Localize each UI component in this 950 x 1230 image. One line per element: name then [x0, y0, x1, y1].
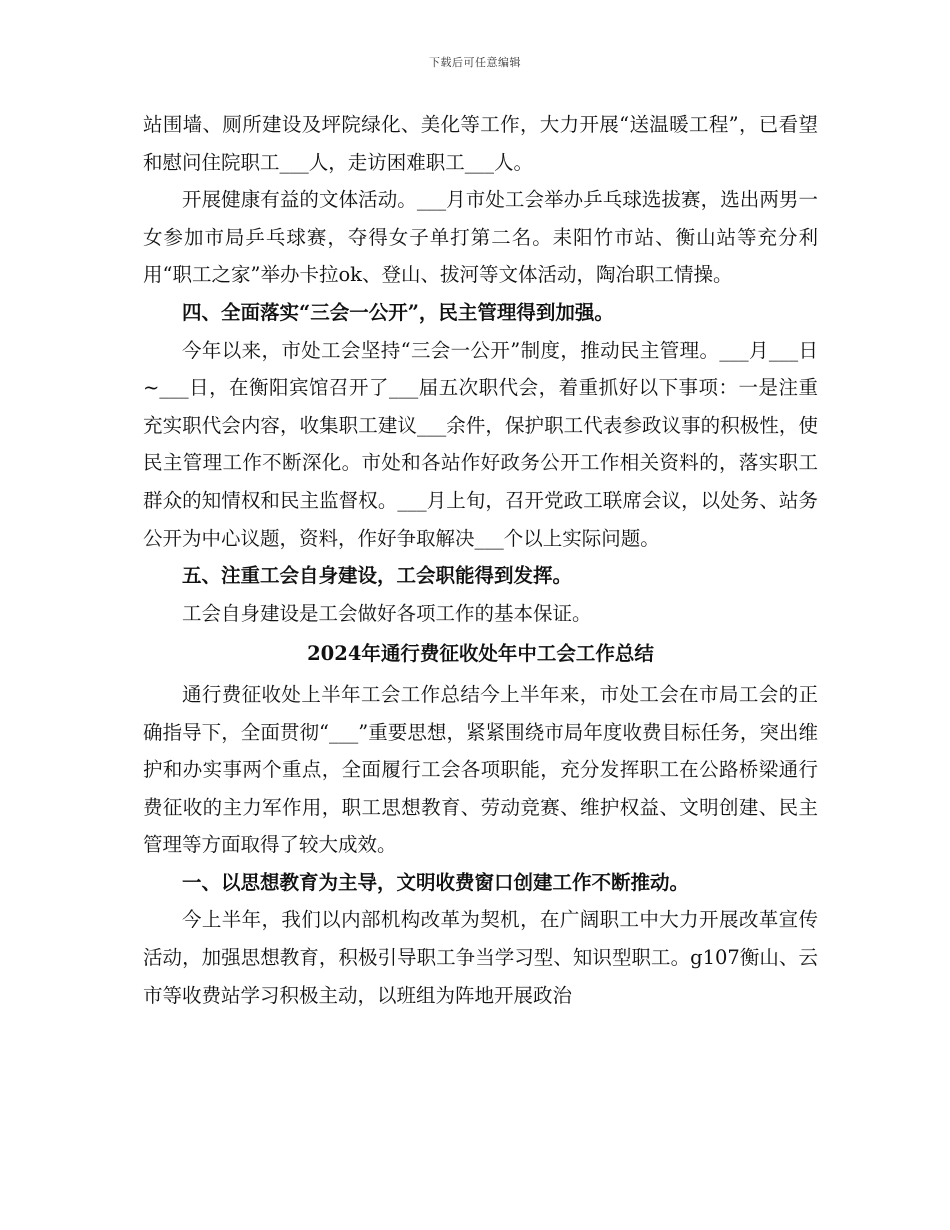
section-heading-5: 五、注重工会自身建设，工会职能得到发挥。: [182, 564, 573, 588]
paragraph-ideological-education: 今上半年，我们以内部机构改革为契机，在广阔职工中大力开展改革宣传活动，加强思想教育，积极引导职工争当学习型、知识型职工。g107衡山、云市等收费站学习积极主动，以班组为阵地开展政治: [143, 908, 818, 1007]
paragraph-intro: 通行费征收处上半年工会工作总结今上半年来，市处工会在市局工会的正确指导下，全面贯彻“___”重要思想，紧紧围绕市局年度收费目标任务，突出维护和办实事两个重点，全面履行工会各项职能，充分发挥职工在公路桥梁通行费征收的主力军作用，职工思想教育、劳动竞赛、维护权益、文明创建、民主管理等方面取得了较大成效。: [143, 682, 818, 857]
document-body: [143, 106, 818, 1014]
document-title: 2024年通行费征收处年中工会工作总结: [307, 642, 654, 666]
paragraph-cultural-activities: 开展健康有益的文体活动。___月市处工会举办乒乓球选拔赛，选出两男一女参加市局乒乓球赛，夺得女子单打第二名。耒阳竹市站、衡山站等充分利用“职工之家”举办卡拉ok、登山、拔河等文体活动，陶冶职工情操。: [143, 188, 818, 287]
section-heading-4: 四、全面落实“三会一公开”，民主管理得到加强。: [182, 300, 614, 324]
paragraph-democratic-management: 今年以来，市处工会坚持“三会一公开”制度，推动民主管理。___月___日~___日，在衡阳宾馆召开了___届五次职代会，着重抓好以下事项：一是注重充实职代会内容，收集职工建议___余件，保护职工代表参政议事的积极性，使民主管理工作不断深化。市处和各站作好政务公开工作相关资料的，落实职工群众的知情权和民主监督权。___月上旬，召开党政工联席会议，以处务、站务公开为中心议题，资料，作好争取解决___个以上实际问题。: [143, 338, 818, 550]
paragraph-continuation: 站围墙、厕所建设及坪院绿化、美化等工作，大力开展“送温暖工程”，已看望和慰问住院职工___人，走访困难职工___人。: [143, 113, 818, 174]
section-heading-1: 一、以思想教育为主导，文明收费窗口创建工作不断推动。: [182, 870, 690, 894]
paragraph-self-building: 工会自身建设是工会做好各项工作的基本保证。: [182, 601, 592, 625]
page-header: 下载后可任意编辑: [429, 56, 521, 69]
